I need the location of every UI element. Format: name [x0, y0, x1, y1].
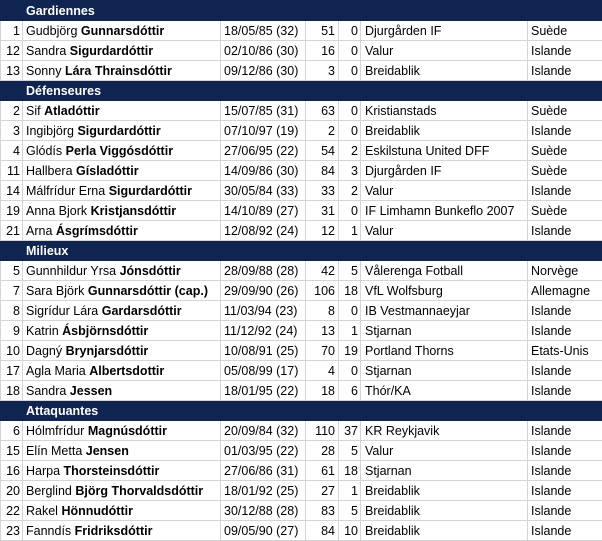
- player-last-name: Fridriksdóttir: [75, 524, 153, 538]
- player-number: 13: [1, 61, 23, 81]
- player-last-name: Hönnudóttir: [61, 504, 133, 518]
- player-club: Stjarnan: [361, 321, 528, 341]
- player-last-name: Jessen: [70, 384, 112, 398]
- player-club-country: Islande: [528, 421, 602, 441]
- player-last-name: Gunnarsdóttir (cap.): [88, 284, 208, 298]
- player-goals: 1: [339, 221, 361, 241]
- player-caps: 84: [306, 161, 339, 181]
- player-last-name: Gardarsdóttir: [102, 304, 182, 318]
- player-goals: 0: [339, 21, 361, 41]
- player-caps: 42: [306, 261, 339, 281]
- player-club-country: Islande: [528, 41, 602, 61]
- player-caps: 31: [306, 201, 339, 221]
- player-goals: 0: [339, 61, 361, 81]
- player-birthdate: 14/10/89 (27): [221, 201, 306, 221]
- player-club: Stjarnan: [361, 461, 528, 481]
- section-header-row: [1, 81, 602, 101]
- player-birthdate: 11/12/92 (24): [221, 321, 306, 341]
- player-goals: 18: [339, 281, 361, 301]
- section-header-spacer: [1, 241, 23, 261]
- player-birthdate: 18/01/92 (25): [221, 481, 306, 501]
- player-number: 3: [1, 121, 23, 141]
- player-club-country: Islande: [528, 321, 602, 341]
- player-first-name: Berglind: [26, 484, 72, 498]
- player-name: [23, 101, 221, 121]
- player-caps: 12: [306, 221, 339, 241]
- player-first-name: Sif: [26, 104, 41, 118]
- player-first-name: Gunnhildur Yrsa: [26, 264, 116, 278]
- player-number: 11: [1, 161, 23, 181]
- player-caps: 33: [306, 181, 339, 201]
- player-club-country: Suède: [528, 201, 602, 221]
- player-club: Portland Thorns: [361, 341, 528, 361]
- player-first-name: Elín Metta: [26, 444, 82, 458]
- player-number: 1: [1, 21, 23, 41]
- player-goals: 0: [339, 301, 361, 321]
- player-goals: 5: [339, 261, 361, 281]
- player-number: 22: [1, 501, 23, 521]
- player-row: [1, 41, 602, 61]
- player-row: [1, 461, 602, 481]
- player-row: [1, 361, 602, 381]
- player-caps: 84: [306, 521, 339, 541]
- player-birthdate: 02/10/86 (30): [221, 41, 306, 61]
- player-name: [23, 341, 221, 361]
- player-number: 19: [1, 201, 23, 221]
- player-club-country: Islande: [528, 441, 602, 461]
- player-club-country: Norvège: [528, 261, 602, 281]
- player-birthdate: 01/03/95 (22): [221, 441, 306, 461]
- player-club-country: Allemagne: [528, 281, 602, 301]
- player-row: [1, 161, 602, 181]
- section-title: Attaquantes: [23, 401, 602, 421]
- player-name: [23, 421, 221, 441]
- player-last-name: Ásgrímsdóttir: [56, 224, 138, 238]
- player-last-name: Ásbjörnsdóttir: [62, 324, 148, 338]
- player-goals: 10: [339, 521, 361, 541]
- player-birthdate: 27/06/95 (22): [221, 141, 306, 161]
- player-caps: 110: [306, 421, 339, 441]
- player-number: 5: [1, 261, 23, 281]
- player-number: 20: [1, 481, 23, 501]
- player-name: [23, 21, 221, 41]
- player-name: [23, 501, 221, 521]
- player-caps: 63: [306, 101, 339, 121]
- player-row: [1, 321, 602, 341]
- player-club: Breidablik: [361, 521, 528, 541]
- player-club-country: Islande: [528, 381, 602, 401]
- player-club: Breidablik: [361, 121, 528, 141]
- player-row: [1, 181, 602, 201]
- player-club: Breidablik: [361, 61, 528, 81]
- player-name: [23, 321, 221, 341]
- player-birthdate: 30/12/88 (28): [221, 501, 306, 521]
- player-row: [1, 61, 602, 81]
- player-number: 12: [1, 41, 23, 61]
- player-birthdate: 18/01/95 (22): [221, 381, 306, 401]
- player-goals: 2: [339, 141, 361, 161]
- player-birthdate: 27/06/86 (31): [221, 461, 306, 481]
- player-club-country: Islande: [528, 461, 602, 481]
- player-club-country: Islande: [528, 61, 602, 81]
- player-last-name: Thorsteinsdóttir: [64, 464, 160, 478]
- player-club: Breidablik: [361, 501, 528, 521]
- player-birthdate: 09/05/90 (27): [221, 521, 306, 541]
- player-birthdate: 09/12/86 (30): [221, 61, 306, 81]
- player-caps: 51: [306, 21, 339, 41]
- player-row: [1, 281, 602, 301]
- player-number: 14: [1, 181, 23, 201]
- player-birthdate: 07/10/97 (19): [221, 121, 306, 141]
- section-header-spacer: [1, 81, 23, 101]
- player-first-name: Sigrídur Lára: [26, 304, 98, 318]
- player-first-name: Hallbera: [26, 164, 73, 178]
- player-caps: 18: [306, 381, 339, 401]
- player-first-name: Sandra: [26, 384, 66, 398]
- player-number: 17: [1, 361, 23, 381]
- player-last-name: Jónsdóttir: [120, 264, 181, 278]
- player-name: [23, 301, 221, 321]
- player-club: Thór/KA: [361, 381, 528, 401]
- player-number: 2: [1, 101, 23, 121]
- player-number: 6: [1, 421, 23, 441]
- player-goals: 0: [339, 121, 361, 141]
- section-title: Défenseures: [23, 81, 602, 101]
- player-row: [1, 121, 602, 141]
- player-last-name: Gunnarsdóttir: [81, 24, 164, 38]
- player-first-name: Arna: [26, 224, 52, 238]
- player-club: Stjarnan: [361, 361, 528, 381]
- player-birthdate: 15/07/85 (31): [221, 101, 306, 121]
- player-last-name: Magnúsdóttir: [88, 424, 167, 438]
- player-club: Kristianstads: [361, 101, 528, 121]
- player-row: [1, 301, 602, 321]
- player-last-name: Perla Viggósdóttir: [66, 144, 173, 158]
- player-name: [23, 361, 221, 381]
- player-birthdate: 10/08/91 (25): [221, 341, 306, 361]
- player-name: [23, 61, 221, 81]
- player-club: Valur: [361, 441, 528, 461]
- player-birthdate: 12/08/92 (24): [221, 221, 306, 241]
- player-birthdate: 05/08/99 (17): [221, 361, 306, 381]
- player-caps: 3: [306, 61, 339, 81]
- player-goals: 0: [339, 41, 361, 61]
- player-number: 23: [1, 521, 23, 541]
- player-birthdate: 30/05/84 (33): [221, 181, 306, 201]
- player-club: Valur: [361, 41, 528, 61]
- player-first-name: Ingibjörg: [26, 124, 74, 138]
- player-first-name: Sandra: [26, 44, 66, 58]
- player-first-name: Agla Maria: [26, 364, 86, 378]
- player-first-name: Fanndís: [26, 524, 71, 538]
- player-row: [1, 141, 602, 161]
- player-club: Djurgården IF: [361, 161, 528, 181]
- player-first-name: Katrin: [26, 324, 59, 338]
- player-goals: 37: [339, 421, 361, 441]
- player-number: 18: [1, 381, 23, 401]
- player-number: 7: [1, 281, 23, 301]
- player-club: Valur: [361, 181, 528, 201]
- player-caps: 54: [306, 141, 339, 161]
- player-name: [23, 201, 221, 221]
- player-row: [1, 261, 602, 281]
- player-club: KR Reykjavik: [361, 421, 528, 441]
- player-caps: 2: [306, 121, 339, 141]
- player-last-name: Atladóttir: [44, 104, 100, 118]
- player-first-name: Anna Bjork: [26, 204, 87, 218]
- player-row: [1, 481, 602, 501]
- player-last-name: Björg Thorvaldsdóttir: [75, 484, 203, 498]
- player-goals: 0: [339, 101, 361, 121]
- player-first-name: Gudbjörg: [26, 24, 77, 38]
- player-first-name: Málfrídur Erna: [26, 184, 105, 198]
- player-club-country: Islande: [528, 361, 602, 381]
- player-caps: 13: [306, 321, 339, 341]
- player-birthdate: 18/05/85 (32): [221, 21, 306, 41]
- player-club-country: Islande: [528, 481, 602, 501]
- player-row: [1, 381, 602, 401]
- player-goals: 19: [339, 341, 361, 361]
- section-header-spacer: [1, 401, 23, 421]
- player-first-name: Sara Björk: [26, 284, 84, 298]
- player-number: 21: [1, 221, 23, 241]
- player-caps: 27: [306, 481, 339, 501]
- player-name: [23, 381, 221, 401]
- player-club: Vålerenga Fotball: [361, 261, 528, 281]
- player-birthdate: 14/09/86 (30): [221, 161, 306, 181]
- player-club: Valur: [361, 221, 528, 241]
- player-first-name: Dagný: [26, 344, 62, 358]
- player-row: [1, 201, 602, 221]
- player-caps: 4: [306, 361, 339, 381]
- player-caps: 28: [306, 441, 339, 461]
- player-goals: 5: [339, 501, 361, 521]
- player-number: 15: [1, 441, 23, 461]
- player-first-name: Glódís: [26, 144, 62, 158]
- player-club: IB Vestmannaeyjar: [361, 301, 528, 321]
- player-name: [23, 181, 221, 201]
- player-club: IF Limhamn Bunkeflo 2007: [361, 201, 528, 221]
- player-club-country: Suède: [528, 21, 602, 41]
- player-goals: 6: [339, 381, 361, 401]
- player-club-country: Etats-Unis: [528, 341, 602, 361]
- player-club-country: Islande: [528, 501, 602, 521]
- player-last-name: Sigurdardóttir: [70, 44, 153, 58]
- squad-table-body: [1, 1, 602, 541]
- player-row: [1, 101, 602, 121]
- player-caps: 16: [306, 41, 339, 61]
- player-birthdate: 29/09/90 (26): [221, 281, 306, 301]
- section-header-row: [1, 401, 602, 421]
- player-first-name: Sonny: [26, 64, 61, 78]
- player-name: [23, 221, 221, 241]
- player-birthdate: 28/09/88 (28): [221, 261, 306, 281]
- player-name: [23, 521, 221, 541]
- player-caps: 83: [306, 501, 339, 521]
- player-number: 16: [1, 461, 23, 481]
- player-first-name: Harpa: [26, 464, 60, 478]
- section-header-row: [1, 1, 602, 21]
- player-name: [23, 41, 221, 61]
- player-goals: 5: [339, 441, 361, 461]
- player-row: [1, 221, 602, 241]
- player-row: [1, 441, 602, 461]
- player-club-country: Suède: [528, 161, 602, 181]
- player-last-name: Sigurdardóttir: [109, 184, 192, 198]
- player-name: [23, 141, 221, 161]
- player-name: [23, 441, 221, 461]
- player-caps: 70: [306, 341, 339, 361]
- player-birthdate: 20/09/84 (32): [221, 421, 306, 441]
- section-title: Gardiennes: [23, 1, 602, 21]
- player-goals: 3: [339, 161, 361, 181]
- section-header-row: [1, 241, 602, 261]
- player-last-name: Albertsdottir: [89, 364, 164, 378]
- player-goals: 1: [339, 321, 361, 341]
- player-last-name: Brynjarsdóttir: [66, 344, 149, 358]
- player-name: [23, 481, 221, 501]
- player-caps: 61: [306, 461, 339, 481]
- player-row: [1, 21, 602, 41]
- player-club-country: Suède: [528, 101, 602, 121]
- player-goals: 2: [339, 181, 361, 201]
- player-last-name: Kristjansdóttir: [91, 204, 176, 218]
- player-caps: 8: [306, 301, 339, 321]
- player-row: [1, 421, 602, 441]
- player-number: 10: [1, 341, 23, 361]
- player-number: 4: [1, 141, 23, 161]
- player-club-country: Islande: [528, 301, 602, 321]
- player-club: Eskilstuna United DFF: [361, 141, 528, 161]
- player-row: [1, 341, 602, 361]
- player-name: [23, 161, 221, 181]
- player-first-name: Rakel: [26, 504, 58, 518]
- player-goals: 1: [339, 481, 361, 501]
- player-first-name: Hólmfrídur: [26, 424, 84, 438]
- player-club-country: Islande: [528, 521, 602, 541]
- player-name: [23, 261, 221, 281]
- player-club-country: Islande: [528, 181, 602, 201]
- player-goals: 18: [339, 461, 361, 481]
- player-number: 8: [1, 301, 23, 321]
- player-last-name: Sigurdardóttir: [77, 124, 160, 138]
- player-last-name: Gísladóttir: [76, 164, 139, 178]
- player-goals: 0: [339, 361, 361, 381]
- player-club: VfL Wolfsburg: [361, 281, 528, 301]
- player-club-country: Islande: [528, 121, 602, 141]
- player-goals: 0: [339, 201, 361, 221]
- player-club-country: Suède: [528, 141, 602, 161]
- section-title: Milieux: [23, 241, 602, 261]
- player-club-country: Islande: [528, 221, 602, 241]
- player-club: Djurgården IF: [361, 21, 528, 41]
- player-club: Breidablik: [361, 481, 528, 501]
- player-name: [23, 281, 221, 301]
- player-row: [1, 501, 602, 521]
- player-caps: 106: [306, 281, 339, 301]
- player-name: [23, 461, 221, 481]
- player-row: [1, 521, 602, 541]
- player-birthdate: 11/03/94 (23): [221, 301, 306, 321]
- player-last-name: Lára Thrainsdóttir: [65, 64, 172, 78]
- player-last-name: Jensen: [86, 444, 129, 458]
- player-number: 9: [1, 321, 23, 341]
- section-header-spacer: [1, 1, 23, 21]
- player-name: [23, 121, 221, 141]
